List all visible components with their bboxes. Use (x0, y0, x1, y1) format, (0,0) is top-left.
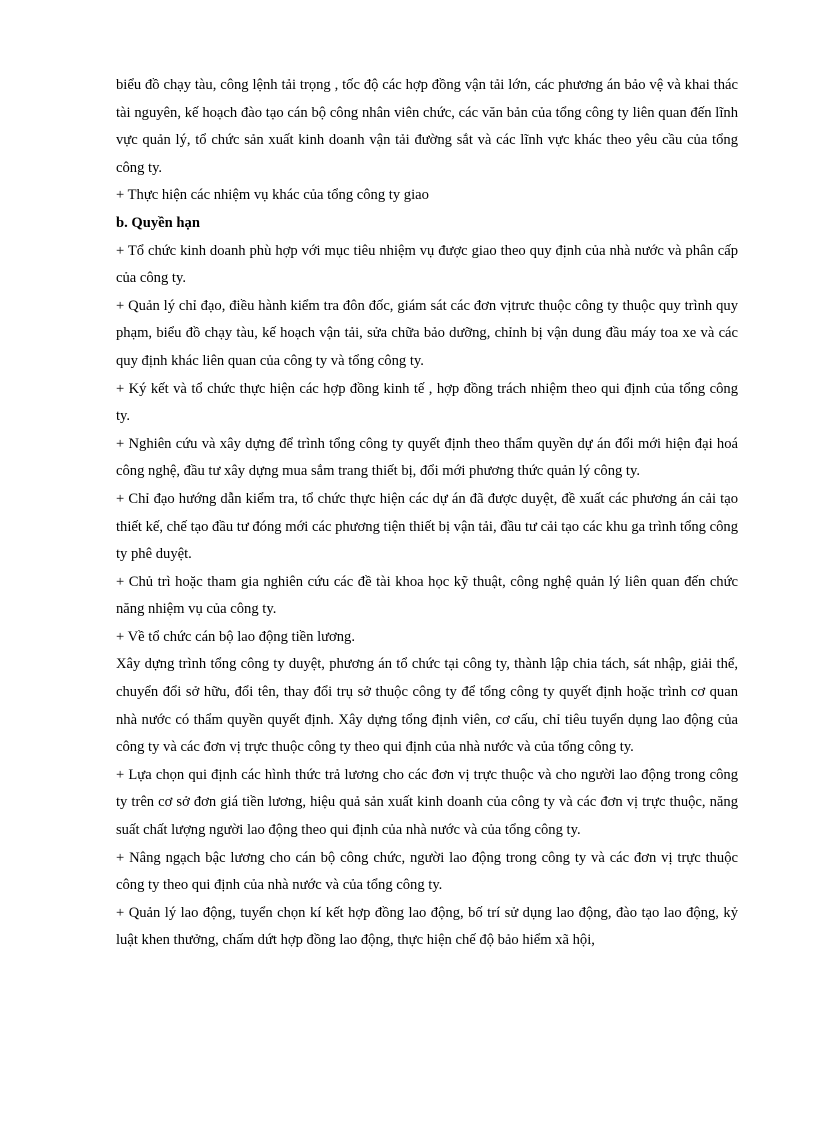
document-page (116, 72, 738, 955)
paragraph-scientific-research: + Chủ trì hoặc tham gia nghiên cứu các đề tài khoa học kỹ thuật, công nghệ quản lý liên quan đến chức năng nhiệm vụ của công ty. (116, 573, 738, 618)
section-heading-powers: b. Quyền hạn (116, 214, 200, 231)
paragraph-salary-promotion: + Nâng ngạch bậc lương cho cán bộ công chức, người lao động trong công ty và các đơn vị trực thuộc công ty theo qui định của nhà nước và của tổng công ty. (116, 849, 738, 894)
paragraph-organization-plan: Xây dựng trình tổng công ty duyệt, phương án tổ chức tại công ty, thành lập chia tách, sát nhập, giải thể, chuyển đổi sở hữu, đổi tên, thay đổi trụ sở thuộc công ty để tổng công ty quyết định hoặc trình cơ quan nhà nước có thẩm quyền quyết định. Xây dựng tổng định viên, cơ cấu, chỉ tiêu tuyển dụng lao động của công ty và các đơn vị trực thuộc công ty theo qui định của nhà nước và của tổng công ty. (116, 656, 738, 756)
paragraph-salary-forms: + Lựa chọn qui định các hình thức trả lương cho các đơn vị trực thuộc và cho người lao động trong công ty trên cơ sở đơn giá tiền lương, hiệu quả sản xuất kinh doanh của công ty và các đơn vị trực thuộc, năng suất chất lượng người lao động theo qui định của nhà nước và của tổng công ty. (116, 766, 738, 839)
paragraph-management-direction: + Quản lý chỉ đạo, điều hành kiểm tra đôn đốc, giám sát các đơn vịtrưc thuộc công ty thuộc quy trình quy phạm, biểu đồ chạy tàu, kế hoạch vận tải, sửa chữa bảo dưỡng, chỉnh bị vận dung đầu máy toa xe và các quy định khác liên quan của công ty và tổng công ty. (116, 297, 738, 369)
paragraph-research-investment: + Nghiên cứu và xây dựng để trình tổng công ty quyết định theo thẩm quyền dự án đổi mới hiện đại hoá công nghệ, đầu tư xây dựng mua sắm trang thiết bị, đổi mới phương thức quản lý công ty. (116, 435, 738, 480)
paragraph-personnel-heading: + Về tổ chức cán bộ lao động tiền lương. (116, 628, 356, 645)
paragraph-duties-continued: biểu đồ chạy tàu, công lệnh tải trọng , tốc độ các hợp đồng vận tải lớn, các phương án bảo vệ và khai thác tài nguyên, kế hoạch đào tạo cán bộ công nhân viên chức, các văn bản của tổng công ty liên quan đến lĩnh vực quản lý, tổ chức sản xuất kinh doanh vận tải đường sắt và các lĩnh vực khác theo yêu cầu của tổng công ty. (116, 77, 738, 176)
paragraph-other-duties: + Thực hiện các nhiệm vụ khác của tổng công ty giao (116, 187, 429, 204)
paragraph-project-implementation: + Chỉ đạo hướng dẫn kiểm tra, tổ chức thực hiện các dự án đã được duyệt, đề xuất các phương án cải tạo thiết kế, chế tạo đầu tư đóng mới các phương tiện thiết bị vận tải, đầu tư cải tạo các khu ga trình tổng công ty phê duyệt. (116, 490, 738, 563)
paragraph-contracts: + Ký kết và tổ chức thực hiện các hợp đồng kinh tế , hợp đồng trách nhiệm theo qui định của tổng công ty. (116, 380, 738, 425)
paragraph-business-organization: + Tổ chức kinh doanh phù hợp với mục tiêu nhiệm vụ được giao theo quy định của nhà nước và phân cấp của công ty. (116, 242, 738, 287)
paragraph-labor-management: + Quản lý lao động, tuyển chọn kí kết hợp đồng lao động, bố trí sử dụng lao động, đào tạo lao động, kỷ luật khen thưởng, chấm dứt hợp đồng lao động, thực hiện chế độ bảo hiểm xã hội, (116, 904, 738, 949)
